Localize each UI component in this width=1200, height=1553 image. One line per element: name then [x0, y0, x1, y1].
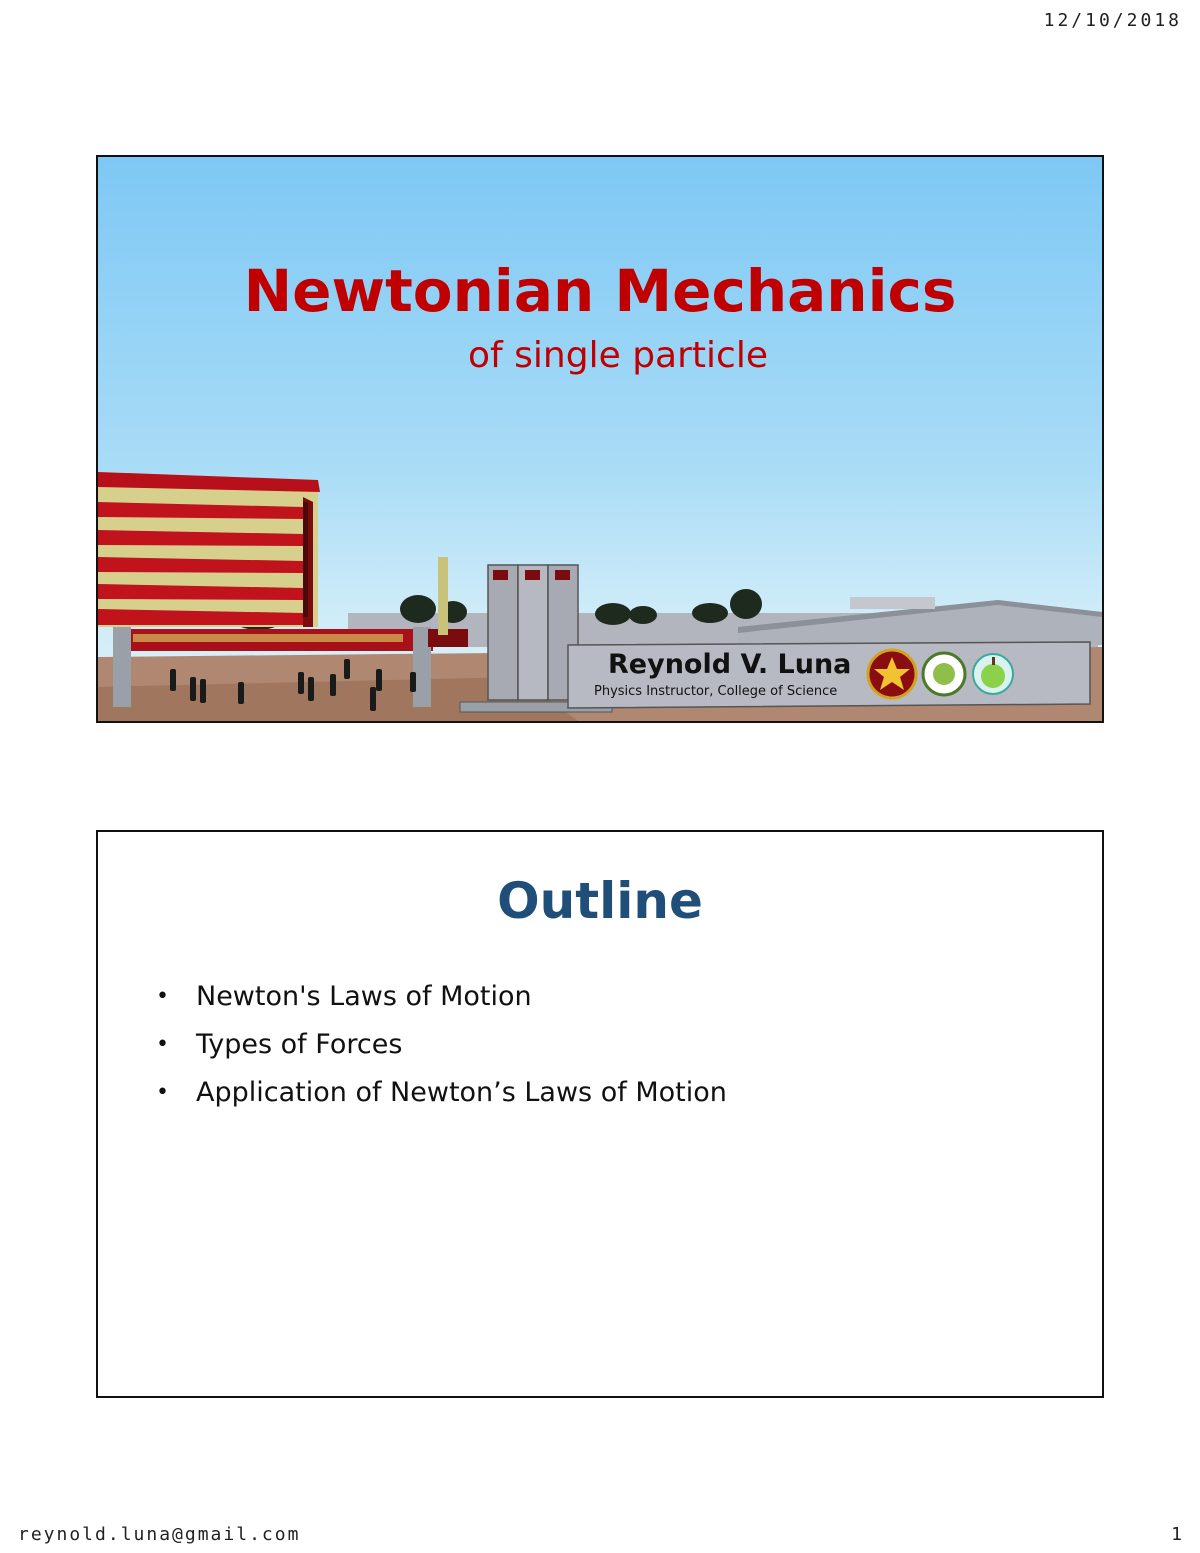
campus-illustration	[98, 157, 1102, 721]
list-item-label: Newton's Laws of Motion	[196, 980, 532, 1012]
outline-list	[156, 972, 727, 1116]
college-seal-logo	[923, 653, 965, 695]
list-item-label: Types of Forces	[196, 1028, 403, 1060]
slide-title: Newtonian Mechanics	[243, 257, 957, 325]
page-date: 12/10/2018	[1043, 10, 1182, 31]
red-building	[98, 472, 320, 627]
pup-seal-logo	[868, 650, 916, 698]
bullet-icon: •	[156, 1079, 169, 1105]
bullet-icon: •	[156, 983, 169, 1009]
author-name: Reynold V. Luna	[608, 649, 852, 680]
outline-title: Outline	[497, 872, 703, 930]
list-item	[156, 1068, 727, 1116]
bullet-icon: •	[156, 1031, 169, 1057]
list-item	[156, 1020, 727, 1068]
footer-email: reynold.luna@gmail.com	[18, 1524, 301, 1545]
list-item	[156, 972, 727, 1020]
page-number: 1	[1171, 1524, 1182, 1545]
author-role: Physics Instructor, College of Science	[594, 684, 838, 699]
outline-slide	[96, 830, 1104, 1398]
slide-subtitle: of single particle	[468, 335, 768, 376]
title-slide	[96, 155, 1104, 723]
chimney	[438, 557, 448, 635]
science-apple-logo	[973, 654, 1013, 694]
list-item-label: Application of Newton’s Laws of Motion	[196, 1076, 727, 1108]
